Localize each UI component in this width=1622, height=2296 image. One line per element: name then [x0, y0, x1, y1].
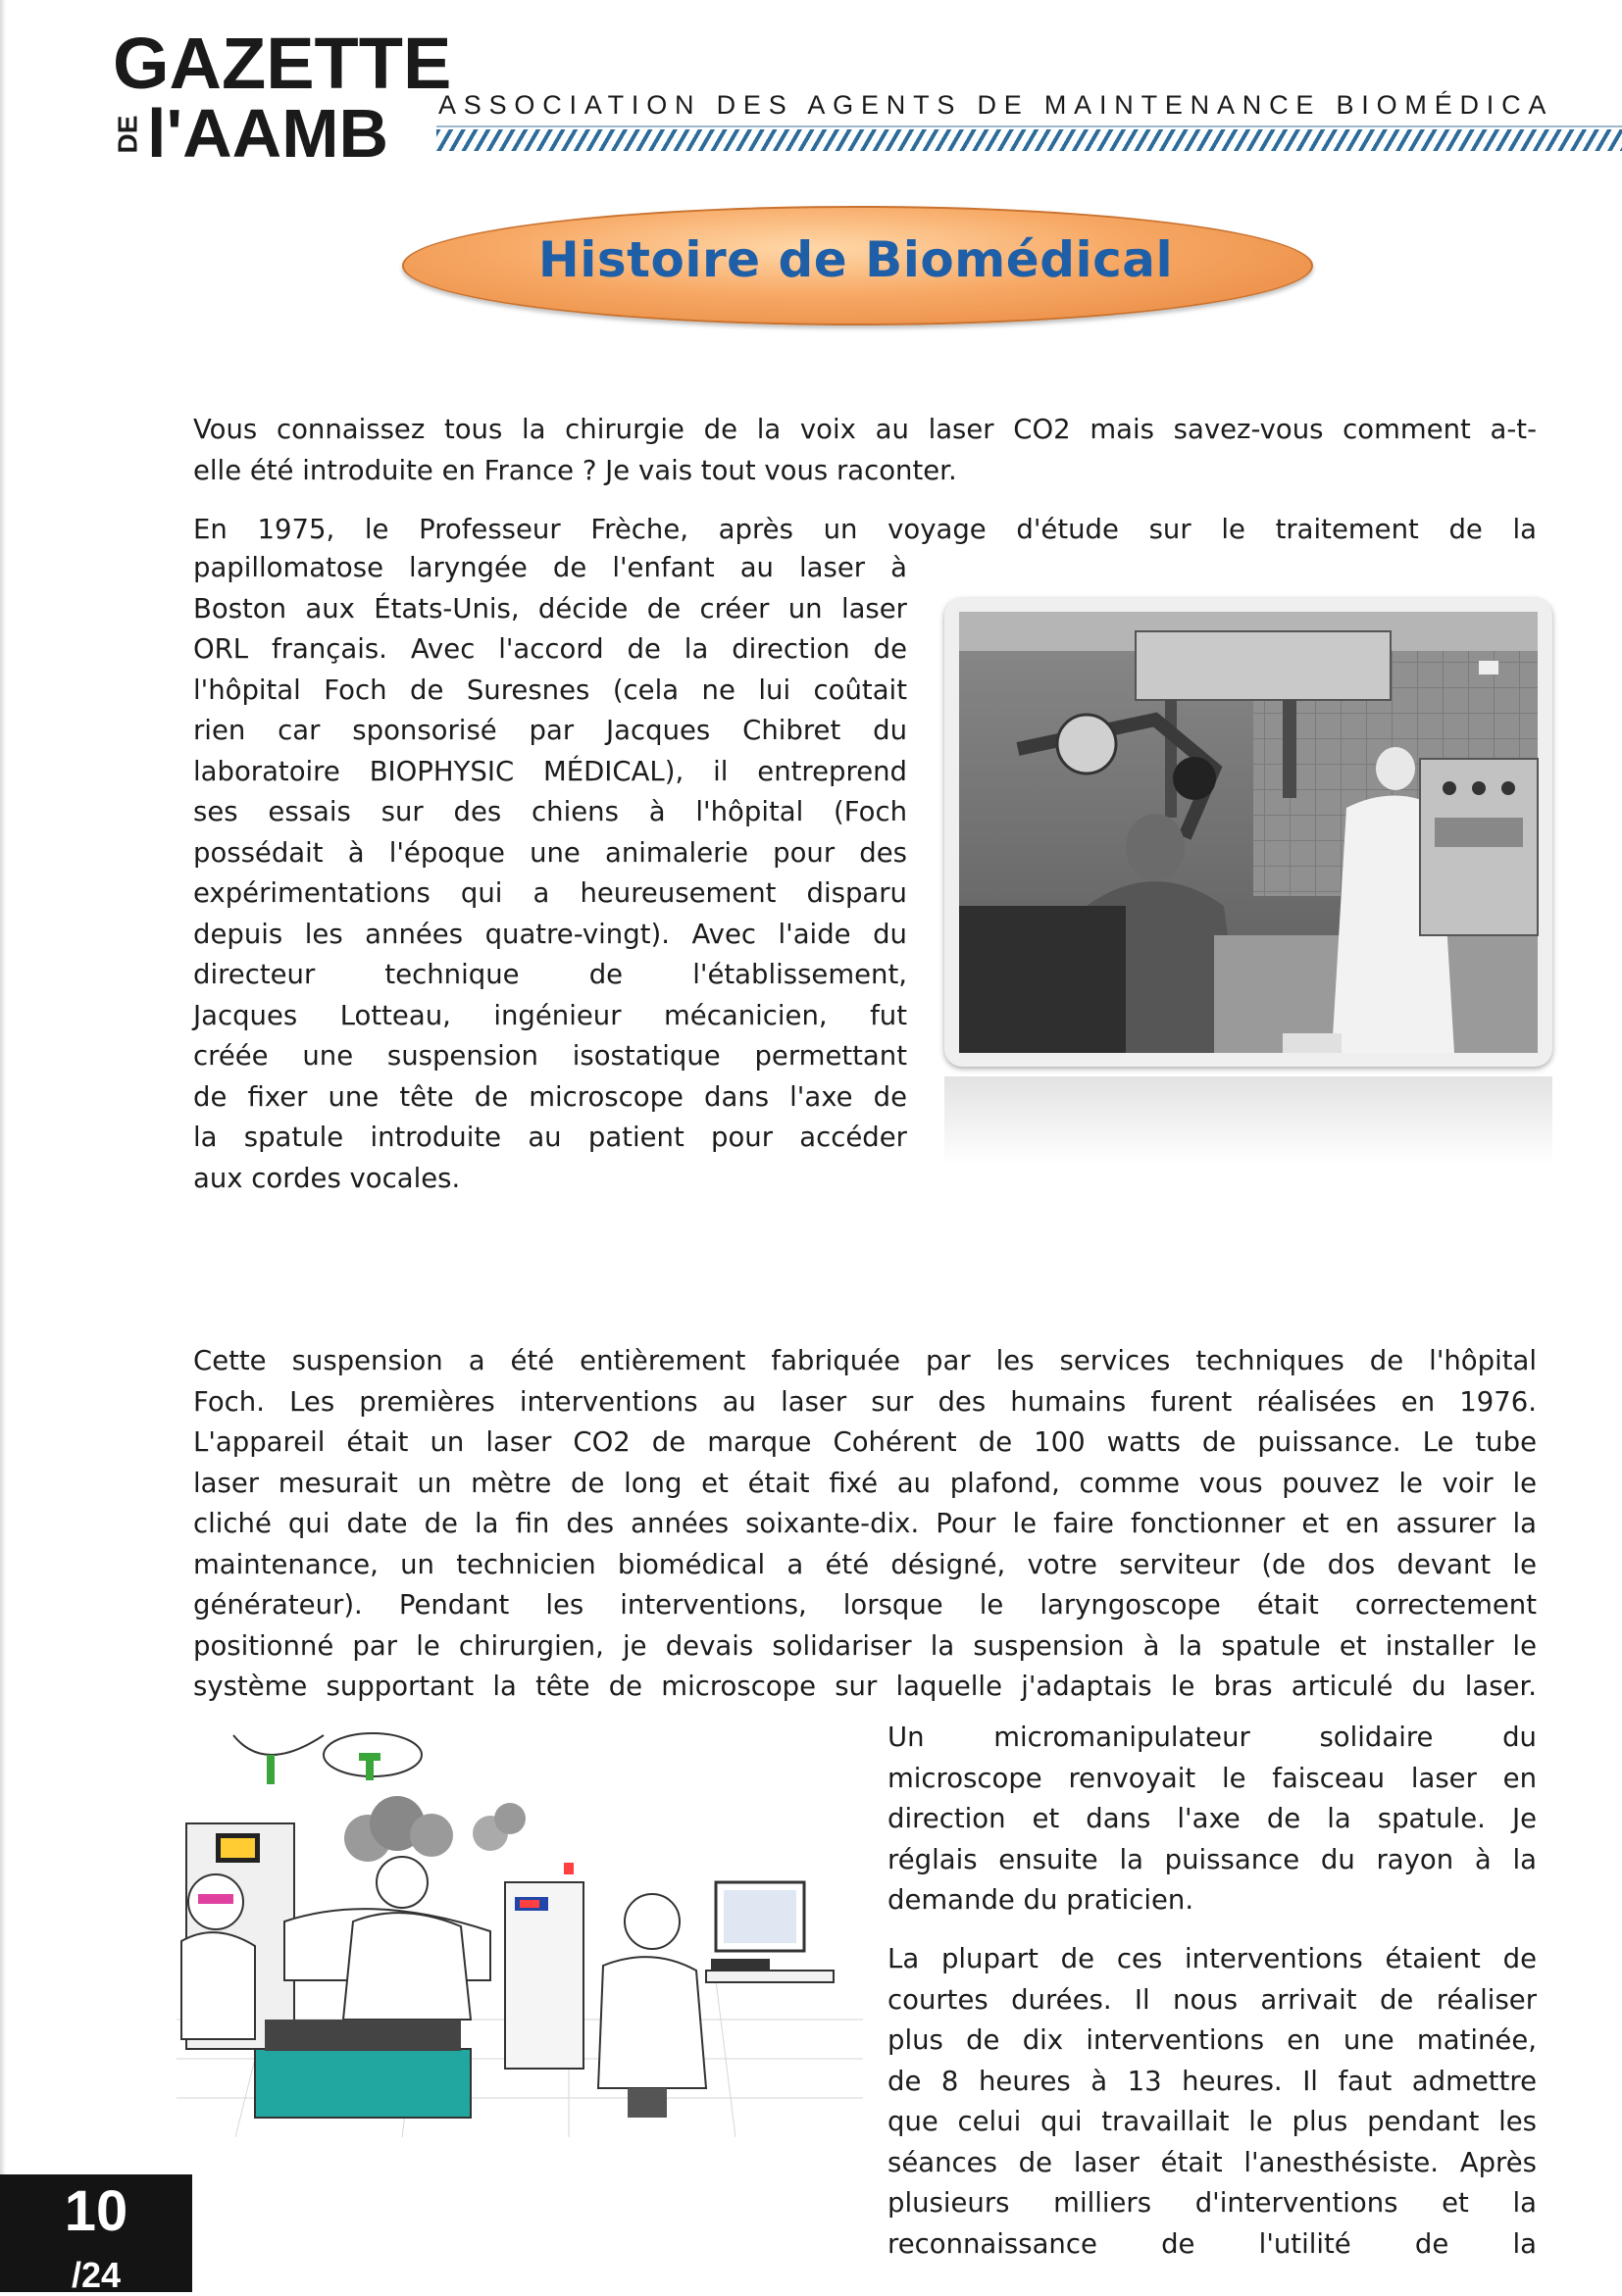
text-line: microscope renvoyait le faisceau laser en [887, 1762, 1537, 1794]
text-line: cliché qui date de la fin des années soixante-dix. Pour le faire fonctionner et en assurer la [193, 1508, 1537, 1539]
text-line: séances de laser était l'anesthésiste. Après [887, 2146, 1537, 2178]
text-line: Boston aux États-Unis, décide de créer un laser [193, 592, 907, 624]
text-line: de fixer une tête de microscope dans l'axe de [193, 1080, 907, 1113]
header-rule [436, 125, 1622, 127]
text-line: de 8 heures à 13 heures. Il faut admettre [887, 2065, 1537, 2097]
scan-edge [0, 0, 6, 2292]
text-line: depuis les années quatre-vingt). Avec l'aide du [193, 918, 907, 950]
page-number: 10 [64, 2179, 128, 2243]
text-line: courtes durées. Il nous arrivait de réaliser [887, 1983, 1537, 2016]
historical-operating-room-photo [959, 612, 1538, 1053]
text-line: plus de dix interventions en une matinée, [887, 2024, 1537, 2056]
paragraph-3 [887, 1718, 1537, 1922]
text-line: papillomatose laryngée de l'enfant au laser à [193, 552, 907, 583]
text-line: la spatule introduite au patient pour accéder [193, 1122, 907, 1153]
text-line: laboratoire BIOPHYSIC MÉDICAL), il entreprend [193, 755, 907, 787]
paragraph-1-lead [193, 510, 1537, 551]
text-line: Vous connaissez tous la chirurgie de la voix au laser CO2 mais savez-vous comment a-t- [193, 414, 1537, 445]
paragraph-1-column [193, 548, 907, 1199]
masthead-de-vertical [112, 102, 143, 167]
header-hatch-band [436, 129, 1622, 151]
text-line: expérimentations qui a heureusement disparu [193, 877, 907, 909]
text-line: elle été introduite en France ? Je vais tout vous raconter. [193, 454, 957, 486]
text-line: aux cordes vocales. [193, 1162, 461, 1194]
text-line: ORL français. Avec l'accord de la direction de [193, 633, 907, 665]
text-line: Cette suspension a été entièrement fabriquée par les services techniques de l'hôpital [193, 1345, 1537, 1376]
masthead-de [112, 102, 143, 167]
text-line: laser mesurait un mètre de long et était fixé au plafond, comme vous pouvez le voir le [193, 1467, 1537, 1499]
text-line: En 1975, le Professeur Frèche, après un voyage d'étude sur le traitement de la [193, 514, 1537, 545]
page-total: /24 [71, 2255, 122, 2295]
text-line: possédait à l'époque une animalerie pour des [193, 836, 907, 869]
text-line: créée une suspension isostatique permettant [193, 1040, 907, 1072]
masthead-title: GAZETTE [113, 23, 452, 104]
text-line: plusieurs milliers d'interventions et la [887, 2187, 1537, 2219]
text-line: rien car sponsorisé par Jacques Chibret du [193, 715, 907, 746]
text-line: direction et dans l'axe de la spatule. Je [887, 1803, 1537, 1834]
text-line: reconnaissance de l'utilité de la [887, 2227, 1537, 2260]
page-title: Histoire de Biomédical [537, 231, 1174, 288]
association-name: ASSOCIATION DES AGENTS DE MAINTENANCE BIOMÉDICA [438, 90, 1554, 120]
text-line: l'hôpital Foch de Suresnes (cela ne lui coûtait [193, 674, 907, 706]
intro-paragraph [193, 410, 1537, 491]
laser-surgery-illustration [177, 1725, 863, 2137]
paragraph-2 [193, 1341, 1537, 1708]
paragraph-4 [887, 1939, 1537, 2265]
text-line: demande du praticien. [887, 1884, 1194, 1916]
text-line: système supportant la tête de microscope sur laquelle j'adaptais le bras articulé du laser. [193, 1671, 1537, 1702]
text-line: Un micromanipulateur solidaire du [887, 1722, 1537, 1753]
text-line: réglais ensuite la puissance du rayon à la [887, 1843, 1537, 1875]
text-line: La plupart de ces interventions étaient de [887, 1943, 1537, 1974]
photo-reflection [944, 1076, 1552, 1165]
text-line: directeur technique de l'établissement, [193, 959, 907, 990]
text-line: L'appareil était un laser CO2 de marque Cohérent de 100 watts de puissance. Le tube [193, 1426, 1537, 1458]
text-line: positionné par le chirurgien, je devais solidariser la suspension à la spatule et installer le [193, 1629, 1537, 1662]
text-line: générateur). Pendant les interventions, lorsque le laryngoscope était correctement [193, 1589, 1537, 1621]
text-line: Foch. Les premières interventions au laser sur des humains furent réalisées en 1976. [193, 1385, 1537, 1418]
masthead-de-text: DE [112, 115, 143, 154]
text-line: Jacques Lotteau, ingénieur mécanicien, fut [193, 999, 907, 1031]
text-line: ses essais sur des chiens à l'hôpital (Foch [193, 796, 907, 827]
masthead-subtitle: l'AAMB [147, 95, 389, 172]
text-line: que celui qui travaillait le plus pendant les [887, 2106, 1537, 2137]
text-line: maintenance, un technicien biomédical a été désigné, votre serviteur (de dos devant le [193, 1548, 1537, 1580]
